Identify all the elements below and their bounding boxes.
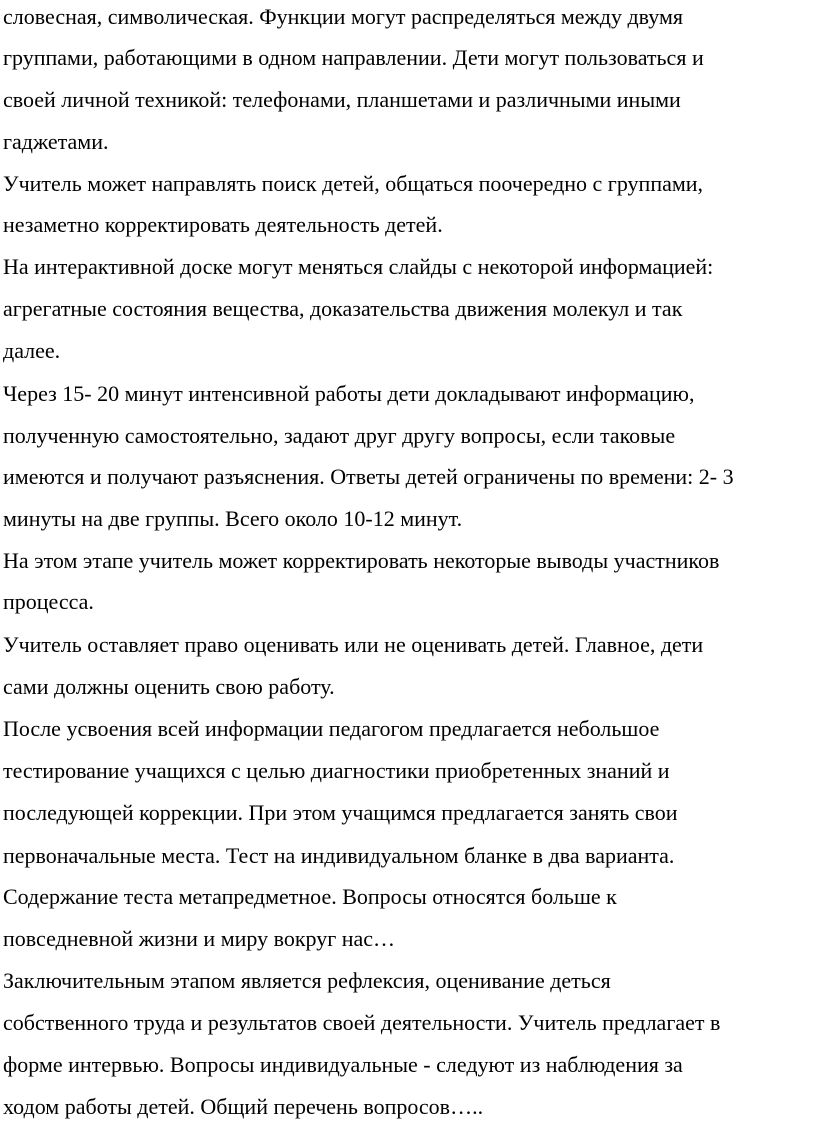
text-line: процесса. <box>3 589 94 614</box>
text-line: незаметно корректировать деятельность детей. <box>3 212 443 237</box>
text-line: тестирование учащихся с целью диагностики приобретенных знаний и <box>3 758 670 783</box>
text-line: После усвоения всей информации педагогом предлагается небольшое <box>3 716 660 741</box>
text-line: полученную самостоятельно, задают друг другу вопросы, если таковые <box>3 423 676 448</box>
text-line: форме интервью. Вопросы индивидуальные - следуют из наблюдения за <box>3 1052 683 1077</box>
text-line: повседневной жизни и миру вокруг нас… <box>3 926 396 951</box>
text-line: Учитель оставляет право оценивать или не оценивать детей. Главное, дети <box>3 632 704 657</box>
text-line: Учитель может направлять поиск детей, общаться поочередно с группами, <box>3 171 704 196</box>
text-line: своей личной техникой: телефонами, планшетами и различными иными <box>3 87 681 112</box>
text-line: ходом работы детей. Общий перечень вопросов….. <box>3 1094 484 1119</box>
text-line: первоначальные места. Тест на индивидуальном бланке в два варианта. <box>3 843 675 868</box>
text-line: имеются и получают разъяснения. Ответы детей ограничены по времени: 2- 3 <box>3 464 734 489</box>
text-line: словесная, символическая. Функции могут распределяться между двумя <box>3 4 684 29</box>
text-line: Заключительным этапом является рефлексия, оценивание деться <box>3 968 611 993</box>
text-line: гаджетами. <box>3 129 109 154</box>
text-line: агрегатные состояния вещества, доказательства движения молекул и так <box>3 296 683 321</box>
text-line: сами должны оценить свою работу. <box>3 674 335 699</box>
text-line: Содержание теста метапредметное. Вопросы относятся больше к <box>3 884 617 909</box>
text-line: собственного труда и результатов своей деятельности. Учитель предлагает в <box>3 1010 721 1035</box>
text-line: далее. <box>3 338 61 363</box>
text-line: На этом этапе учитель может корректировать некоторые выводы участников <box>3 548 720 573</box>
text-line: группами, работающими в одном направлении. Дети могут пользоваться и <box>3 45 704 70</box>
text-line: На интерактивной доске могут меняться слайды с некоторой информацией: <box>3 254 714 279</box>
text-line: минуты на две группы. Всего около 10-12 минут. <box>3 506 463 531</box>
text-line: Через 15- 20 минут интенсивной работы дети докладывают информацию, <box>3 381 695 406</box>
text-line: последующей коррекции. При этом учащимся предлагается занять свои <box>3 800 678 825</box>
